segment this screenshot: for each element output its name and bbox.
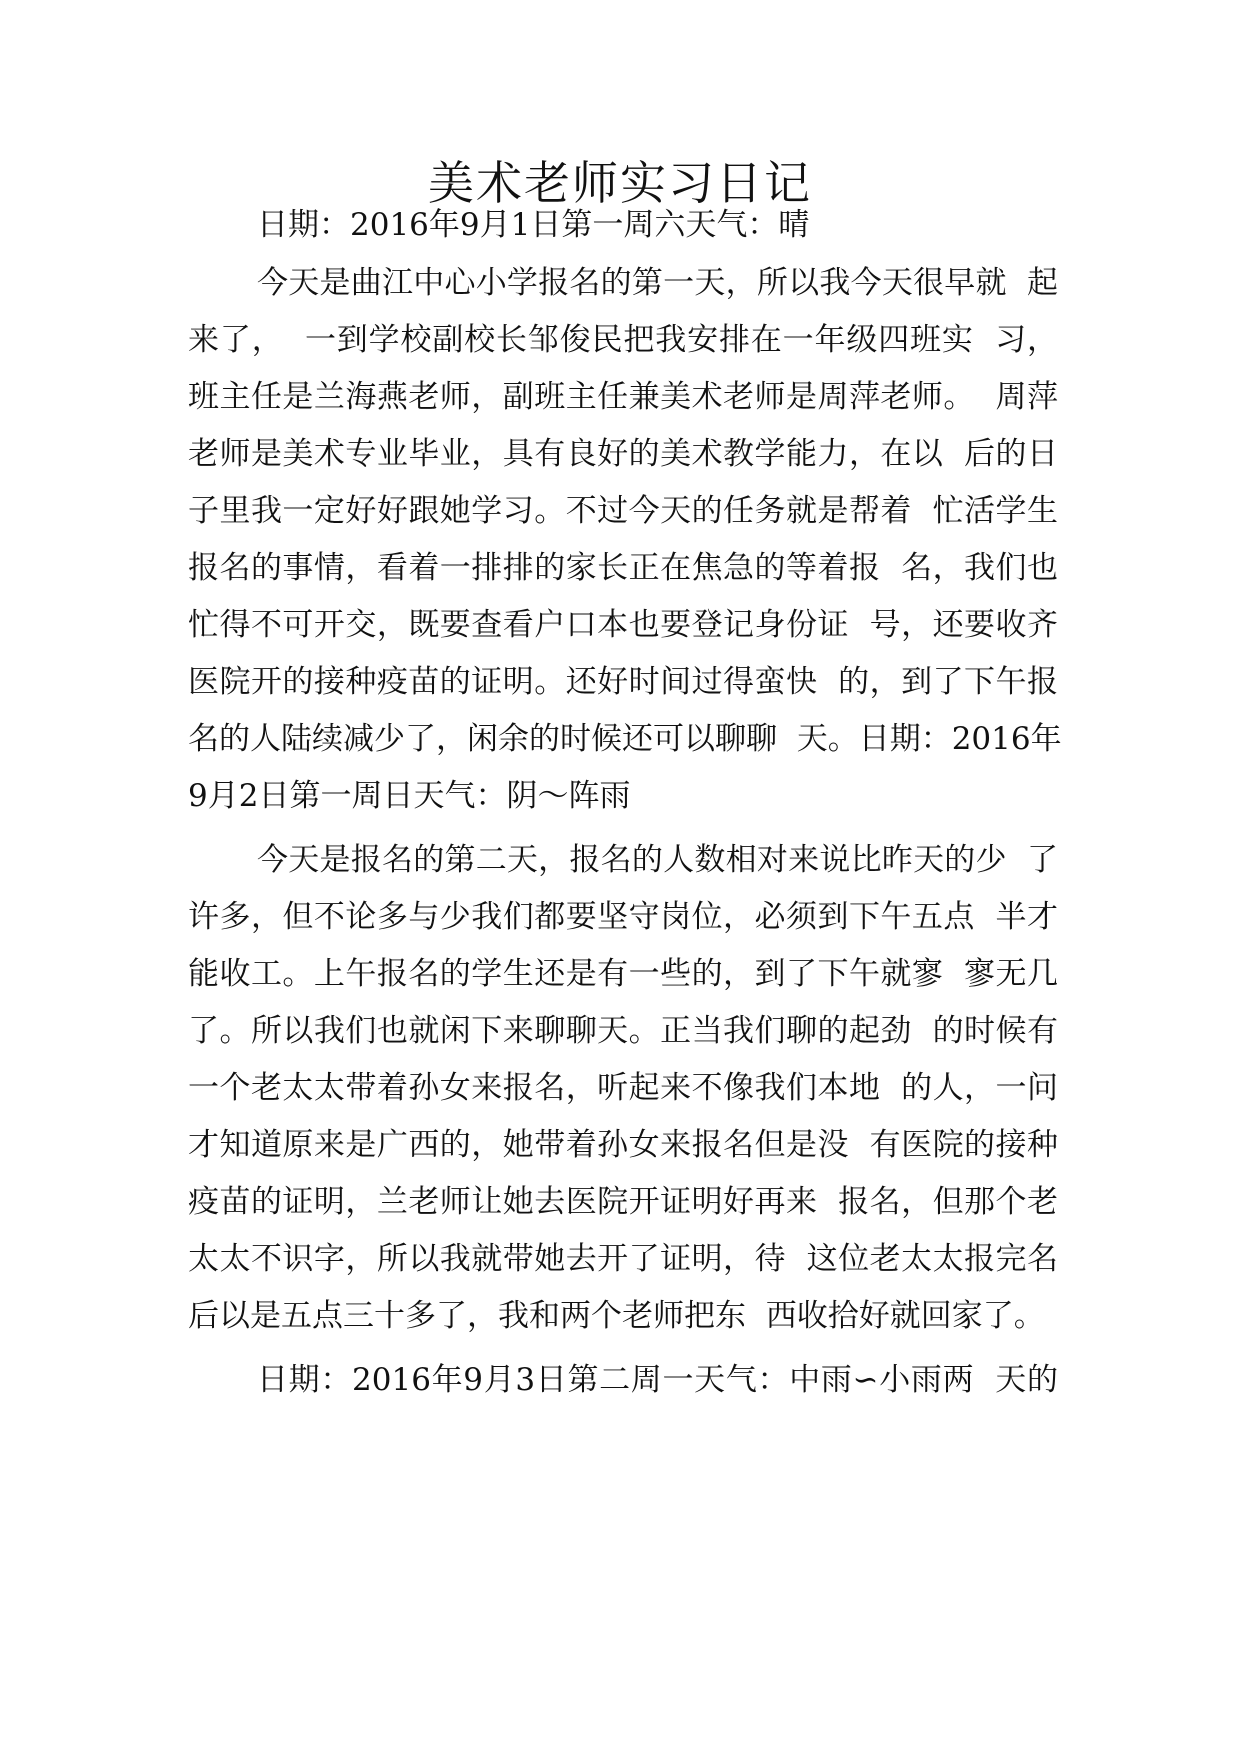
paragraph-1-line: 名的人陆续减少了，闲余的时候还可以聊聊 天。日期：2016年 (188, 721, 1062, 757)
paragraph-1-line: 来了， 一到学校副校长邹俊民把我安排在一年级四班实 习， (188, 322, 1058, 358)
paragraph-1-line: 子里我一定好好跟她学习。不过今天的任务就是帮着 忙活学生 (188, 493, 1058, 529)
paragraph-2-line: 太太不识字，所以我就带她去开了证明，待 这位老太太报完名 (188, 1241, 1058, 1277)
paragraph-1-line: 报名的事情，看着一排排的家长正在焦急的等着报 名，我们也 (188, 550, 1058, 586)
paragraph-1-line: 医院开的接种疫苗的证明。还好时间过得蛮快 的，到了下午报 (188, 664, 1058, 700)
date-line-day-2: 9月2日第一周日天气：阴～阵雨 (188, 778, 631, 814)
paragraph-1-line: 班主任是兰海燕老师，副班主任兼美术老师是周萍老师。 周萍 (188, 379, 1058, 415)
paragraph-2-line: 后以是五点三十多了，我和两个老师把东 西收拾好就回家了。 (188, 1298, 1045, 1334)
paragraph-2-line: 了。所以我们也就闲下来聊聊天。正当我们聊的起劲 的时候有 (188, 1013, 1058, 1049)
paragraph-2-line: 能收工。上午报名的学生还是有一些的，到了下午就寥 寥无几 (188, 956, 1058, 992)
date-line-day-1: 日期：2016年9月1日第一周六天气：晴 (257, 207, 810, 243)
document-title: 美术老师实习日记 (428, 156, 812, 210)
paragraph-2-line: 一个老太太带着孙女来报名，听起来不像我们本地 的人，一问 (188, 1070, 1058, 1106)
paragraph-1-line: 老师是美术专业毕业，具有良好的美术教学能力，在以 后的日 (188, 436, 1058, 472)
paragraph-2-line: 才知道原来是广西的，她带着孙女来报名但是没 有医院的接种 (188, 1127, 1058, 1163)
date-line-day-3: 日期：2016年9月3日第二周一天气：中雨∽小雨两 天的 (257, 1362, 1058, 1398)
paragraph-1-line: 忙得不可开交，既要查看户口本也要登记身份证 号，还要收齐 (188, 607, 1058, 643)
paragraph-1-line: 今天是曲江中心小学报名的第一天，所以我今天很早就 起 (257, 265, 1058, 301)
paragraph-2-line: 今天是报名的第二天，报名的人数相对来说比昨天的少 了 (257, 842, 1058, 878)
paragraph-2-line: 疫苗的证明，兰老师让她去医院开证明好再来 报名，但那个老 (188, 1184, 1058, 1220)
paragraph-2-line: 许多，但不论多与少我们都要坚守岗位，必须到下午五点 半才 (188, 899, 1058, 935)
